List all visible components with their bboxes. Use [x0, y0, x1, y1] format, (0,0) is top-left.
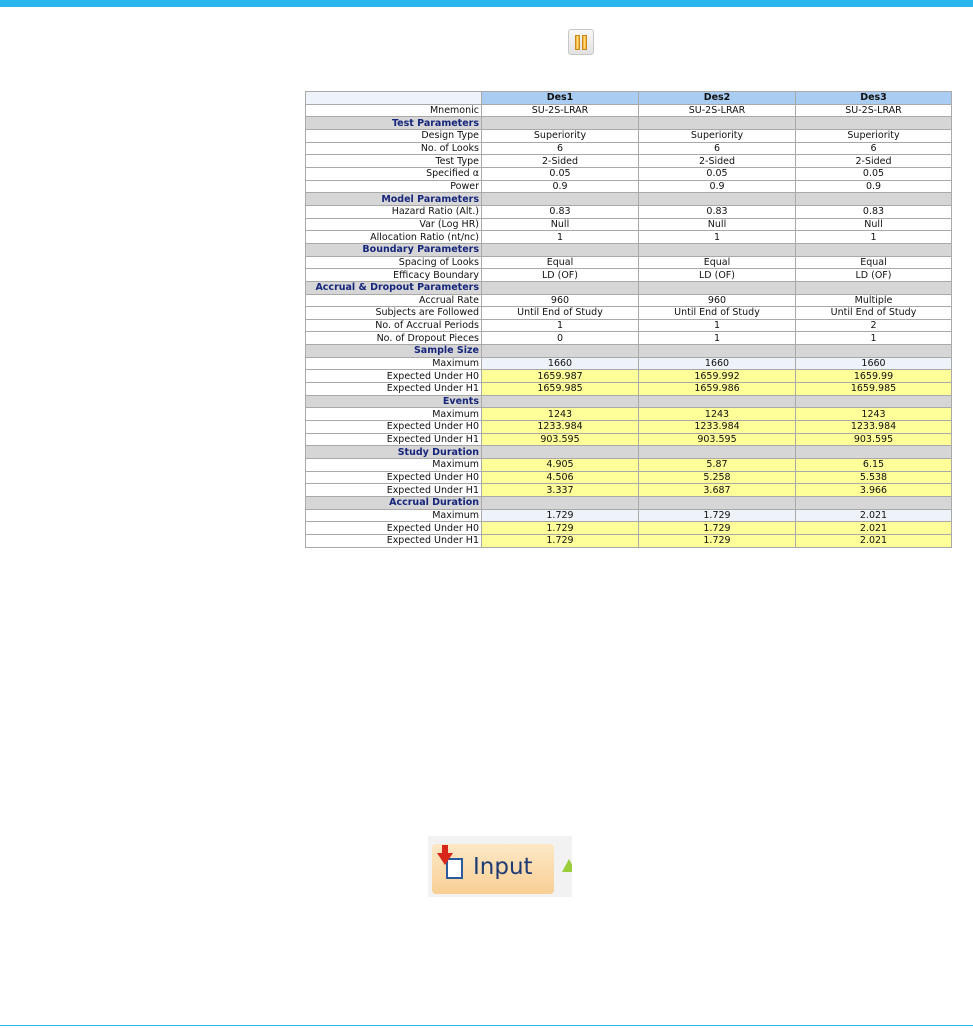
table-row — [306, 421, 952, 434]
table-cell[interactable]: 2.021 — [796, 534, 952, 547]
section-filler-cell — [482, 281, 639, 294]
table-cell[interactable]: Multiple — [796, 294, 952, 307]
column-header-des1[interactable]: Des1 — [482, 92, 639, 105]
table-cell[interactable]: 1659.992 — [639, 370, 796, 383]
column-header-des2[interactable]: Des2 — [639, 92, 796, 105]
table-cell[interactable]: 1 — [482, 231, 639, 244]
section-filler-cell — [482, 446, 639, 459]
table-cell[interactable]: 1 — [639, 332, 796, 345]
table-cell[interactable]: 2-Sided — [639, 155, 796, 168]
table-cell[interactable]: 4.506 — [482, 471, 639, 484]
table-cell[interactable]: 2.021 — [796, 522, 952, 535]
table-cell[interactable]: 0.9 — [639, 180, 796, 193]
table-cell[interactable]: 6 — [482, 142, 639, 155]
table-cell[interactable]: 0.9 — [482, 180, 639, 193]
table-cell[interactable]: 0.9 — [796, 180, 952, 193]
table-cell[interactable]: 1 — [639, 319, 796, 332]
table-header-row — [306, 92, 952, 105]
table-cell[interactable]: 5.538 — [796, 471, 952, 484]
table-row — [306, 319, 952, 332]
table-row — [306, 256, 952, 269]
section-header-row — [306, 395, 952, 408]
row-label: Expected Under H0 — [306, 522, 482, 535]
table-cell[interactable]: Equal — [639, 256, 796, 269]
row-label: Mnemonic — [306, 104, 482, 117]
row-label: Power — [306, 180, 482, 193]
table-cell[interactable]: SU-2S-LRAR — [639, 104, 796, 117]
section-title: Test Parameters — [306, 117, 482, 130]
section-filler-cell — [482, 497, 639, 510]
table-cell[interactable]: 903.595 — [639, 433, 796, 446]
table-cell[interactable]: LD (OF) — [482, 269, 639, 282]
table-cell[interactable]: 903.595 — [796, 433, 952, 446]
table-cell[interactable]: 0.05 — [482, 167, 639, 180]
section-filler-cell — [796, 281, 952, 294]
table-row — [306, 433, 952, 446]
row-label: Subjects are Followed — [306, 307, 482, 320]
table-cell[interactable]: 1.729 — [639, 509, 796, 522]
section-header-row — [306, 345, 952, 358]
table-row — [306, 471, 952, 484]
table-cell[interactable]: Null — [639, 218, 796, 231]
table-cell[interactable]: 3.966 — [796, 484, 952, 497]
section-header-row — [306, 193, 952, 206]
table-cell[interactable]: LD (OF) — [639, 269, 796, 282]
bottom-divider — [0, 1025, 973, 1026]
section-title: Accrual & Dropout Parameters — [306, 281, 482, 294]
table-cell[interactable]: 1.729 — [482, 522, 639, 535]
pause-icon-bar — [582, 35, 587, 50]
section-filler-cell — [796, 243, 952, 256]
row-label: Expected Under H0 — [306, 370, 482, 383]
section-filler-cell — [482, 193, 639, 206]
row-label: Maximum — [306, 509, 482, 522]
section-filler-cell — [639, 446, 796, 459]
table-row — [306, 142, 952, 155]
table-row — [306, 509, 952, 522]
table-row — [306, 357, 952, 370]
table-cell[interactable]: 1660 — [796, 357, 952, 370]
import-input-icon — [437, 853, 453, 865]
section-filler-cell — [796, 345, 952, 358]
row-label: Efficacy Boundary — [306, 269, 482, 282]
section-title: Accrual Duration — [306, 497, 482, 510]
row-label: Expected Under H1 — [306, 383, 482, 396]
table-cell[interactable]: 1 — [796, 231, 952, 244]
table-row — [306, 534, 952, 547]
table-cell[interactable]: 1 — [639, 231, 796, 244]
table-cell[interactable]: 1233.984 — [482, 421, 639, 434]
row-label: Expected Under H1 — [306, 534, 482, 547]
table-row — [306, 408, 952, 421]
table-cell[interactable]: 0.83 — [796, 205, 952, 218]
table-cell[interactable]: 1.729 — [482, 534, 639, 547]
table-cell[interactable]: 1.729 — [639, 534, 796, 547]
table-cell[interactable]: 0 — [482, 332, 639, 345]
table-cell[interactable]: 1660 — [639, 357, 796, 370]
table-row — [306, 167, 952, 180]
table-cell[interactable]: 1.729 — [639, 522, 796, 535]
table-cell[interactable]: 1243 — [639, 408, 796, 421]
table-cell[interactable]: 903.595 — [482, 433, 639, 446]
table-cell[interactable]: 0.83 — [639, 205, 796, 218]
table-cell[interactable]: 1659.985 — [796, 383, 952, 396]
table-row — [306, 383, 952, 396]
row-label: No. of Dropout Pieces — [306, 332, 482, 345]
table-cell[interactable]: 2-Sided — [796, 155, 952, 168]
row-label: Maximum — [306, 357, 482, 370]
table-cell[interactable]: 2.021 — [796, 509, 952, 522]
row-label: Expected Under H0 — [306, 471, 482, 484]
table-cell[interactable]: 1659.99 — [796, 370, 952, 383]
section-header-row — [306, 497, 952, 510]
row-label: Hazard Ratio (Alt.) — [306, 205, 482, 218]
table-cell[interactable]: 1233.984 — [639, 421, 796, 434]
table-row — [306, 218, 952, 231]
table-cell[interactable]: Until End of Study — [796, 307, 952, 320]
row-label: Accrual Rate — [306, 294, 482, 307]
section-title: Boundary Parameters — [306, 243, 482, 256]
table-cell[interactable]: 960 — [639, 294, 796, 307]
section-header-row — [306, 281, 952, 294]
table-cell[interactable]: Null — [796, 218, 952, 231]
row-label: Expected Under H0 — [306, 421, 482, 434]
table-cell[interactable]: 1659.986 — [639, 383, 796, 396]
table-cell[interactable]: Superiority — [482, 129, 639, 142]
next-toolbar-icon[interactable] — [562, 859, 572, 872]
section-title: Events — [306, 395, 482, 408]
table-cell[interactable]: SU-2S-LRAR — [796, 104, 952, 117]
table-cell[interactable]: 1659.985 — [482, 383, 639, 396]
row-label: Spacing of Looks — [306, 256, 482, 269]
table-row — [306, 180, 952, 193]
table-row — [306, 307, 952, 320]
table-cell[interactable]: Null — [482, 218, 639, 231]
pause-button[interactable] — [568, 29, 594, 55]
table-row — [306, 332, 952, 345]
table-row — [306, 129, 952, 142]
table-cell[interactable]: 0.05 — [796, 167, 952, 180]
table-corner-cell — [306, 92, 482, 105]
column-header-des3[interactable]: Des3 — [796, 92, 952, 105]
table-cell[interactable]: 3.337 — [482, 484, 639, 497]
row-label: Test Type — [306, 155, 482, 168]
table-cell[interactable]: 1659.987 — [482, 370, 639, 383]
section-filler-cell — [796, 446, 952, 459]
section-filler-cell — [482, 395, 639, 408]
table-cell[interactable]: 0.05 — [639, 167, 796, 180]
table-cell[interactable]: SU-2S-LRAR — [482, 104, 639, 117]
table-row — [306, 459, 952, 472]
table-cell[interactable]: Superiority — [796, 129, 952, 142]
table-cell[interactable]: 1243 — [482, 408, 639, 421]
table-row — [306, 294, 952, 307]
table-cell[interactable]: Superiority — [639, 129, 796, 142]
table-row — [306, 104, 952, 117]
design-comparison-table — [305, 91, 952, 548]
section-filler-cell — [639, 345, 796, 358]
section-filler-cell — [639, 395, 796, 408]
table-cell[interactable]: LD (OF) — [796, 269, 952, 282]
row-label: Specified α — [306, 167, 482, 180]
table-cell[interactable]: Equal — [796, 256, 952, 269]
section-filler-cell — [639, 281, 796, 294]
table-cell[interactable]: 6 — [796, 142, 952, 155]
table-cell[interactable]: 1660 — [482, 357, 639, 370]
table-cell[interactable]: 3.687 — [639, 484, 796, 497]
table-cell[interactable]: 6 — [639, 142, 796, 155]
table-cell[interactable]: 5.258 — [639, 471, 796, 484]
section-filler-cell — [482, 345, 639, 358]
row-label: Var (Log HR) — [306, 218, 482, 231]
pause-icon — [575, 35, 580, 50]
table-row — [306, 231, 952, 244]
table-cell[interactable]: Until End of Study — [482, 307, 639, 320]
table-row — [306, 370, 952, 383]
table-row — [306, 205, 952, 218]
table-cell[interactable]: 2 — [796, 319, 952, 332]
section-filler-cell — [482, 117, 639, 130]
row-label: No. of Looks — [306, 142, 482, 155]
section-title: Model Parameters — [306, 193, 482, 206]
table-cell[interactable]: 1 — [482, 319, 639, 332]
top-accent-bar — [0, 0, 973, 7]
section-filler-cell — [639, 193, 796, 206]
table-body — [306, 104, 952, 547]
table-row — [306, 155, 952, 168]
section-filler-cell — [796, 117, 952, 130]
input-button-label: Input — [473, 854, 533, 880]
section-filler-cell — [796, 497, 952, 510]
table-cell[interactable]: 1233.984 — [796, 421, 952, 434]
section-title: Sample Size — [306, 345, 482, 358]
table-cell[interactable]: 5.87 — [639, 459, 796, 472]
table-cell[interactable]: 0.83 — [482, 205, 639, 218]
row-label: No. of Accrual Periods — [306, 319, 482, 332]
section-filler-cell — [639, 243, 796, 256]
section-header-row — [306, 243, 952, 256]
table-cell[interactable]: 1 — [796, 332, 952, 345]
table-cell[interactable]: 6.15 — [796, 459, 952, 472]
section-header-row — [306, 446, 952, 459]
table-cell[interactable]: 1243 — [796, 408, 952, 421]
row-label: Allocation Ratio (nt/nc) — [306, 231, 482, 244]
section-filler-cell — [796, 395, 952, 408]
section-header-row — [306, 117, 952, 130]
row-label: Design Type — [306, 129, 482, 142]
row-label: Expected Under H1 — [306, 433, 482, 446]
section-title: Study Duration — [306, 446, 482, 459]
table-cell[interactable]: Equal — [482, 256, 639, 269]
table-cell[interactable]: 1.729 — [482, 509, 639, 522]
table-row — [306, 484, 952, 497]
input-button[interactable] — [428, 836, 572, 897]
table-cell[interactable]: Until End of Study — [639, 307, 796, 320]
section-filler-cell — [639, 497, 796, 510]
section-filler-cell — [639, 117, 796, 130]
table-row — [306, 522, 952, 535]
section-filler-cell — [796, 193, 952, 206]
row-label: Expected Under H1 — [306, 484, 482, 497]
table-cell[interactable]: 4.905 — [482, 459, 639, 472]
row-label: Maximum — [306, 408, 482, 421]
table-row — [306, 269, 952, 282]
table-cell[interactable]: 960 — [482, 294, 639, 307]
row-label: Maximum — [306, 459, 482, 472]
table-cell[interactable]: 2-Sided — [482, 155, 639, 168]
section-filler-cell — [482, 243, 639, 256]
